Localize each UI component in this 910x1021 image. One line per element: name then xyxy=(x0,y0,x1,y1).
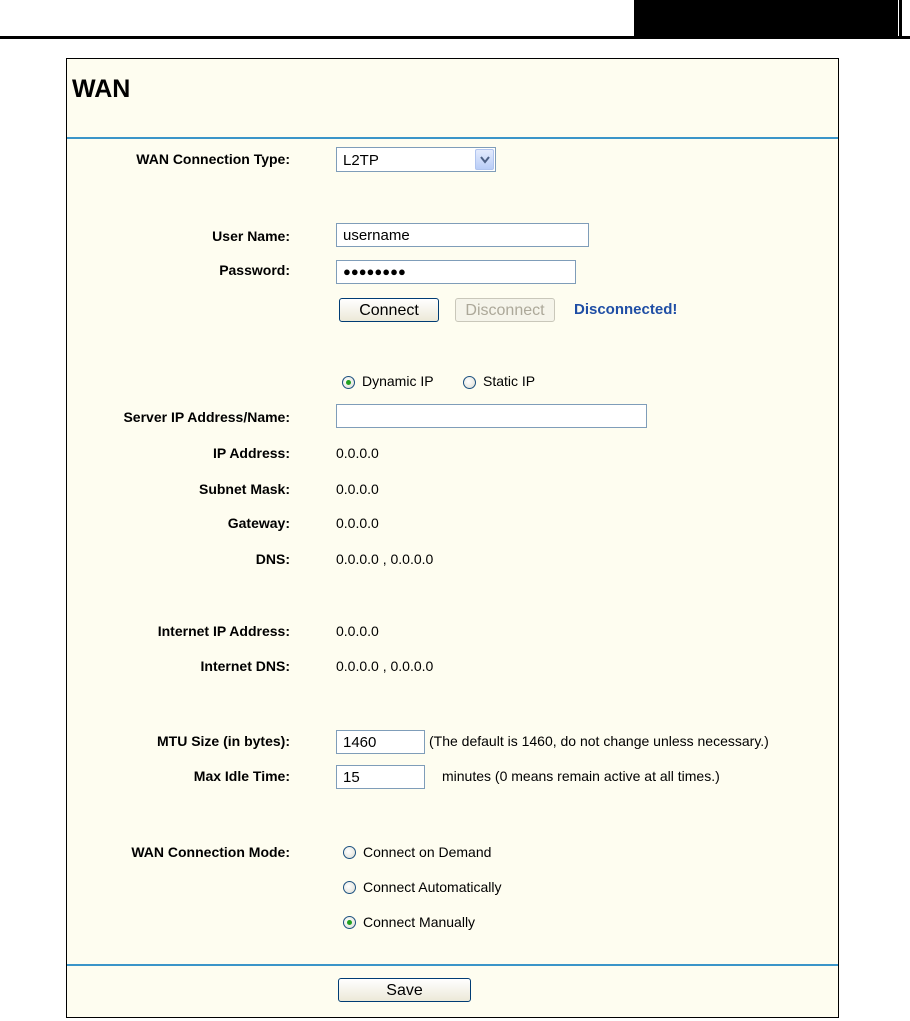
connect-automatically-radio[interactable] xyxy=(343,881,356,894)
top-divider xyxy=(67,137,838,139)
disconnect-button[interactable]: Disconnect xyxy=(455,298,555,322)
server-input[interactable] xyxy=(336,404,647,428)
connect-manually-label: Connect Manually xyxy=(363,914,476,930)
dns-label: DNS: xyxy=(255,551,290,567)
static-ip-radio[interactable] xyxy=(463,376,476,389)
subnet-mask-value: 0.0.0.0 xyxy=(336,481,379,497)
bottom-divider xyxy=(67,964,838,966)
connect-on-demand-label: Connect on Demand xyxy=(363,844,492,860)
internet-ip-label: Internet IP Address: xyxy=(157,623,290,639)
page-title: WAN xyxy=(72,75,131,103)
internet-dns-value: 0.0.0.0 , 0.0.0.0 xyxy=(336,658,434,674)
wan-settings-panel xyxy=(66,58,839,1018)
connect-on-demand-radio[interactable] xyxy=(343,846,356,859)
password-input[interactable]: ●●●●●●●● xyxy=(336,260,576,284)
max-idle-input[interactable] xyxy=(336,765,425,789)
mtu-input[interactable] xyxy=(336,730,425,754)
max-idle-label: Max Idle Time: xyxy=(193,768,290,784)
gateway-label: Gateway: xyxy=(227,515,290,531)
user-name-input[interactable] xyxy=(336,223,589,247)
connect-automatically-label: Connect Automatically xyxy=(363,879,502,895)
gateway-value: 0.0.0.0 xyxy=(336,515,379,531)
static-ip-label: Static IP xyxy=(483,373,536,389)
connection-status: Disconnected! xyxy=(574,301,678,318)
ip-address-value: 0.0.0.0 xyxy=(336,445,379,461)
max-idle-hint: minutes (0 means remain active at all times.) xyxy=(442,768,720,784)
user-name-label: User Name: xyxy=(212,228,290,244)
mtu-hint: (The default is 1460, do not change unless necessary.) xyxy=(429,733,769,749)
wan-connection-type-value: L2TP xyxy=(343,152,379,169)
page-header-tick xyxy=(899,0,902,39)
ip-address-label: IP Address: xyxy=(212,445,290,461)
page-header-block xyxy=(634,0,898,39)
internet-dns-label: Internet DNS: xyxy=(200,658,290,674)
connect-button[interactable]: Connect xyxy=(339,298,439,322)
password-label: Password: xyxy=(219,262,290,278)
chevron-down-icon[interactable] xyxy=(475,149,494,170)
wan-connection-type-label: WAN Connection Type: xyxy=(136,151,290,167)
dns-value: 0.0.0.0 , 0.0.0.0 xyxy=(336,551,434,567)
mtu-label: MTU Size (in bytes): xyxy=(156,733,290,749)
connect-manually-radio[interactable] xyxy=(343,916,356,929)
dynamic-ip-radio[interactable] xyxy=(342,376,355,389)
server-label: Server IP Address/Name: xyxy=(123,409,290,425)
wan-connection-type-select[interactable] xyxy=(336,147,496,172)
subnet-mask-label: Subnet Mask: xyxy=(198,481,290,497)
internet-ip-value: 0.0.0.0 xyxy=(336,623,379,639)
save-button[interactable]: Save xyxy=(338,978,471,1002)
wan-connection-mode-label: WAN Connection Mode: xyxy=(131,844,290,860)
dynamic-ip-label: Dynamic IP xyxy=(362,373,434,389)
